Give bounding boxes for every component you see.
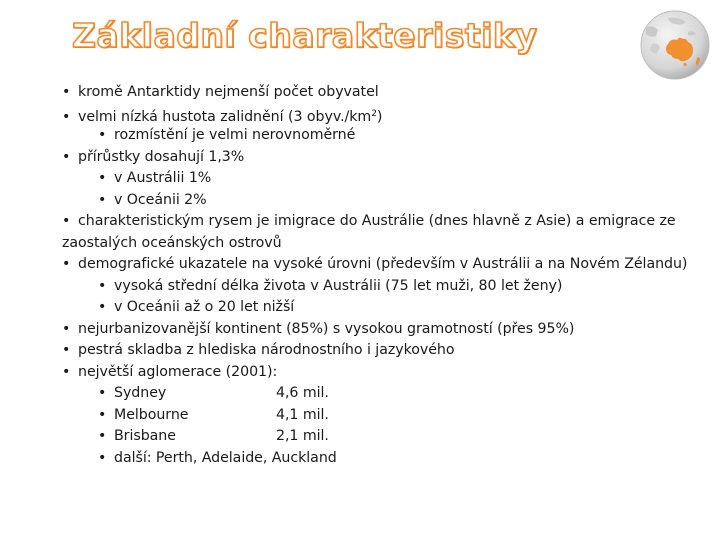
- city-row: [62, 426, 712, 448]
- list-subitem: [62, 448, 712, 470]
- list-subitem: [62, 168, 712, 190]
- item-text-end: ): [376, 108, 383, 125]
- item-text: v Oceánii až o 20 let nižší: [114, 299, 295, 315]
- list-item: [62, 211, 712, 233]
- bullet: •: [98, 406, 107, 423]
- bullet: •: [98, 170, 107, 186]
- list-subitem: [62, 125, 712, 147]
- city-population: 4,1 mil.: [276, 406, 329, 423]
- list-subitem: [62, 276, 712, 298]
- superscript: 2: [371, 108, 377, 119]
- list-item: [62, 319, 712, 341]
- item-text: rozmístění je velmi nerovnoměrné: [114, 127, 356, 143]
- bullet: •: [98, 277, 107, 294]
- list-item: [62, 254, 712, 276]
- item-text: pestrá skladba z hlediska národnostního i jazykového: [78, 342, 455, 358]
- list-item: [62, 147, 712, 169]
- bullet: •: [98, 191, 107, 208]
- item-text: demografické ukazatele na vysoké úrovni (především v Austrálii a na Novém Zélandu): [78, 256, 688, 272]
- globe-australia-icon: [638, 8, 712, 82]
- city-row: [62, 405, 712, 427]
- list-item: [62, 104, 712, 126]
- item-text: vysoká střední délka života v Austrálii (75 let muži, 80 let ženy): [114, 277, 563, 294]
- item-text: nejurbanizovanější kontinent (85%) s vysokou gramotností (přes 95%): [78, 320, 575, 337]
- bullet: •: [62, 213, 71, 229]
- list-subitem: [62, 190, 712, 212]
- item-text: kromě Antarktidy nejmenší počet obyvatel: [78, 84, 379, 100]
- bullet: •: [98, 299, 107, 315]
- bullet: •: [98, 385, 107, 401]
- city-name: Brisbane: [114, 428, 176, 444]
- bullet: •: [62, 342, 71, 358]
- bullet: •: [62, 84, 71, 100]
- list-subitem: [62, 297, 712, 319]
- city-population: 2,1 mil.: [276, 428, 329, 444]
- city-name: Melbourne: [114, 406, 189, 423]
- item-text: další: Perth, Adelaide, Auckland: [114, 449, 337, 466]
- item-text: charakteristickým rysem je imigrace do Austrálie (dnes hlavně z Asie) a emigrace ze: [78, 213, 676, 229]
- bullet: •: [62, 363, 71, 380]
- bullet: •: [62, 256, 71, 272]
- list-item-continuation: [62, 233, 712, 255]
- bullet: •: [98, 127, 107, 143]
- city-name: Sydney: [114, 385, 167, 401]
- city-row: [62, 383, 712, 405]
- bullet: •: [98, 449, 107, 466]
- item-text: v Austrálii 1%: [114, 170, 212, 186]
- bullet: •: [62, 320, 71, 337]
- list-item: [62, 82, 712, 104]
- item-text: největší aglomerace (2001):: [78, 363, 278, 380]
- list-item: [62, 340, 712, 362]
- bullet: •: [98, 428, 107, 444]
- city-population: 4,6 mil.: [276, 385, 329, 401]
- list-item: [62, 362, 712, 384]
- page-title: Základní charakteristiky: [72, 16, 538, 55]
- item-text: přírůstky dosahují 1,3%: [78, 148, 245, 165]
- bullet: •: [62, 148, 71, 165]
- item-text: v Oceánii 2%: [114, 191, 207, 208]
- bullet-list: [62, 82, 712, 469]
- item-text: zaostalých oceánských ostrovů: [62, 234, 282, 251]
- item-text: velmi nízká hustota zalidnění (3 obyv./km: [78, 108, 372, 125]
- bullet: •: [62, 108, 71, 125]
